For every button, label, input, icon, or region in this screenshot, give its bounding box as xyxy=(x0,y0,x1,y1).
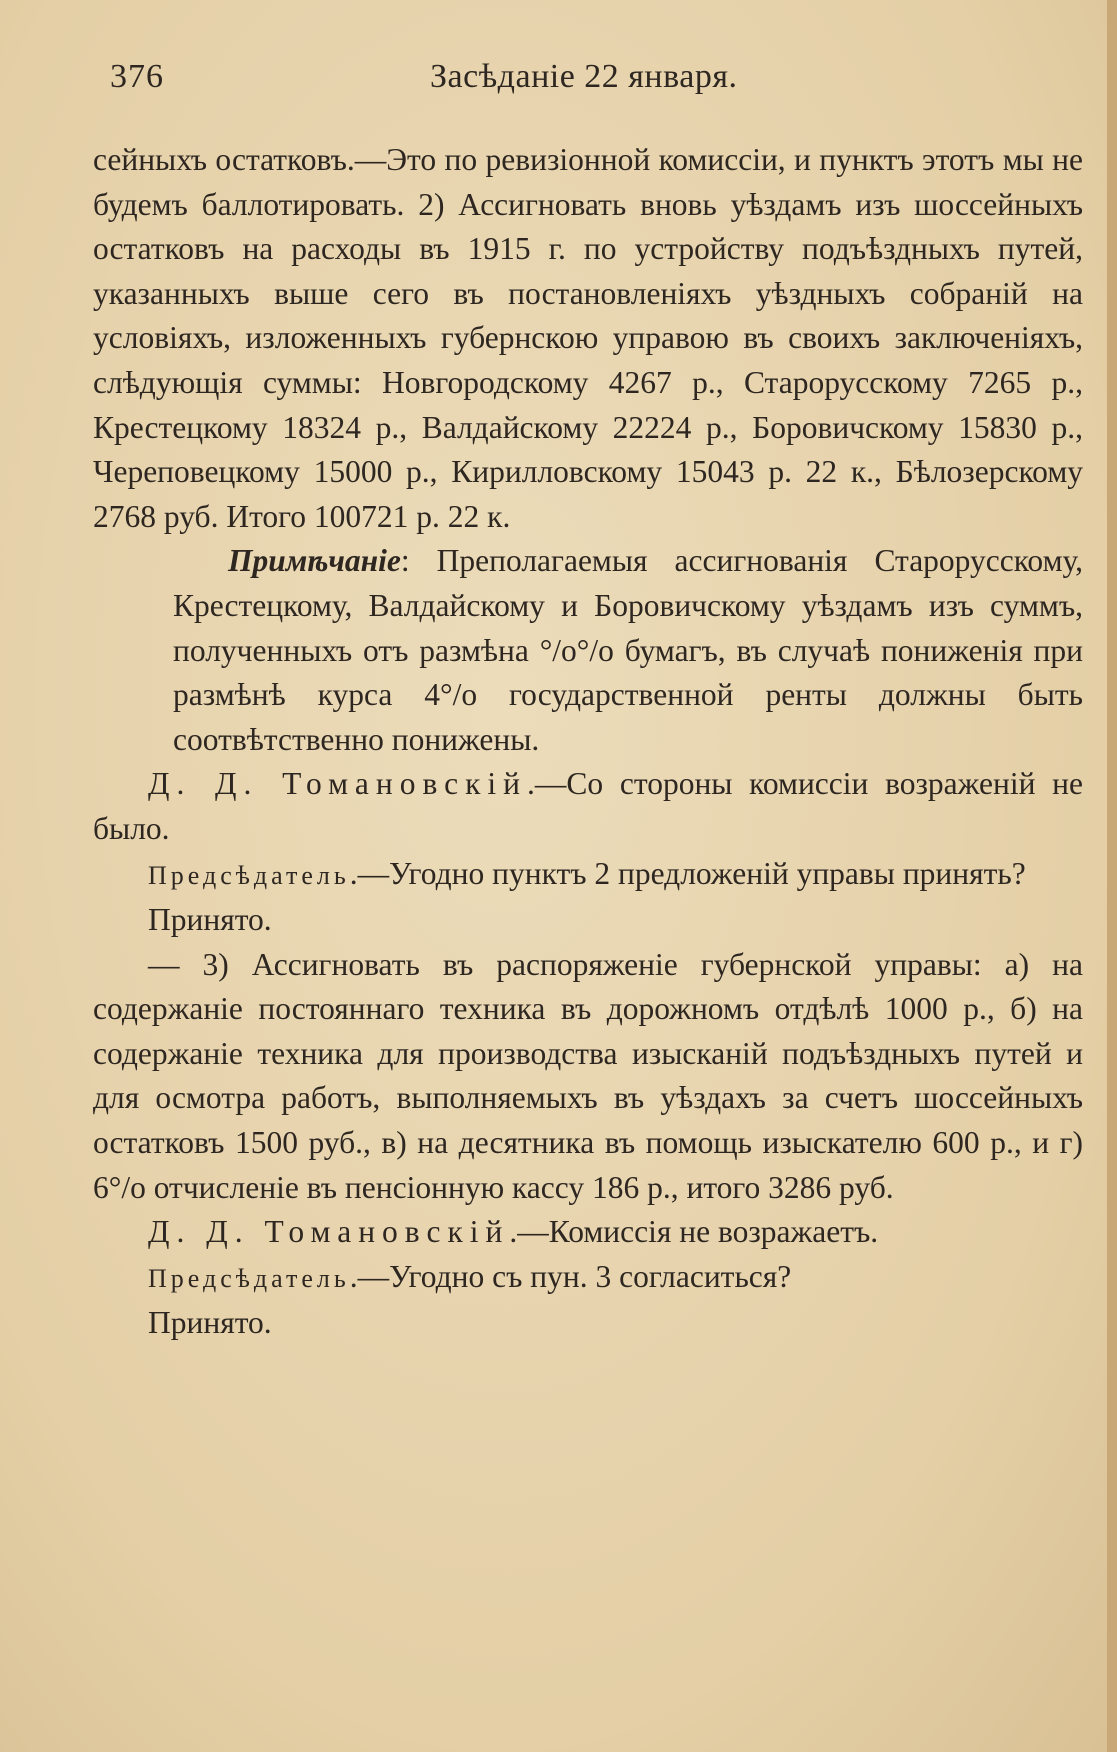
speech-text: .—Угодно съ пун. 3 согласиться? xyxy=(349,1258,792,1294)
speech-chairman-1 xyxy=(93,852,1083,899)
speaker-name: Предсѣдатель xyxy=(148,860,350,890)
page-header xyxy=(110,58,990,108)
resolution-accepted-2: Принято. xyxy=(148,1305,272,1341)
speech-text: .—Комиссія не возражаетъ. xyxy=(509,1214,879,1250)
speaker-name: Предсѣдатель xyxy=(148,1263,350,1293)
page-number: 376 xyxy=(110,58,164,95)
page-body xyxy=(93,138,1083,1346)
paragraph-assignment-3: — 3) Ассигновать въ распоряженіе губернской управы: а) на содержаніе постояннаго техника въ дорожномъ отдѣлѣ 1000 р., б) на содержаніе техника для производства изысканій подъѣздныхъ путей и для осмотра работъ, выполняемыхъ въ уѣздахъ за счетъ шоссейныхъ остатковъ 1500 руб., в) на десятника въ помощь изыскателю 600 р., и г) 6°/о отчисленіе въ пенсіонную кассу 186 р., итого 3286 руб. xyxy=(93,946,1083,1205)
speech-text: .—Со стороны комиссіи возраженій не было. xyxy=(93,766,1083,846)
page-edge xyxy=(1107,0,1117,1752)
resolution-accepted-1: Принято. xyxy=(148,902,272,938)
paragraph-assignment-2: сейныхъ остатковъ.—Это по ревизіонной комиссіи, и пунктъ этотъ мы не будемъ баллотировать. 2) Ассигновать вновь уѣздамъ изъ шоссейныхъ остатковъ на расходы въ 1915 г. по устройству подъѣздныхъ путей, указанныхъ выше сего въ постановленіяхъ уѣздныхъ собраній на условіяхъ, изложенныхъ губернскою управою въ своихъ заключеніяхъ, слѣдующія суммы: Новгородскому 4267 р., Старорусскому 7265 р., Крестецкому 18324 р., Валдайскому 22224 р., Боровичскому 15830 р., Череповецкому 15000 р., Кирилловскому 15043 р. 22 к., Бѣлозерскому 2768 руб. Итого 100721 р. 22 к. xyxy=(93,142,1083,534)
note-paragraph xyxy=(93,539,1083,762)
speaker-name: Д. Д. Томановскій xyxy=(148,766,528,802)
speaker-name: Д. Д. Томановскій xyxy=(148,1214,510,1250)
note-lead: Примѣчаніе xyxy=(228,543,401,579)
note-text: : Преполагаемыя ассигнованія Старорусскому, Крестецкому, Валдайскому и Боровичскому уѣздамъ изъ суммъ, полученныхъ отъ размѣна °/о°/о бумагъ, въ случаѣ пониженія при размѣнѣ курса 4°/о государственной ренты должны быть соотвѣтственно понижены. xyxy=(173,543,1083,757)
speech-text: .—Угодно пунктъ 2 предложеній управы принять? xyxy=(349,855,1026,891)
speech-tomanovsky-1 xyxy=(93,762,1083,851)
running-title: Засѣданіе 22 января. xyxy=(430,58,738,95)
speech-tomanovsky-2 xyxy=(93,1210,1083,1255)
speech-chairman-2 xyxy=(93,1255,1083,1302)
